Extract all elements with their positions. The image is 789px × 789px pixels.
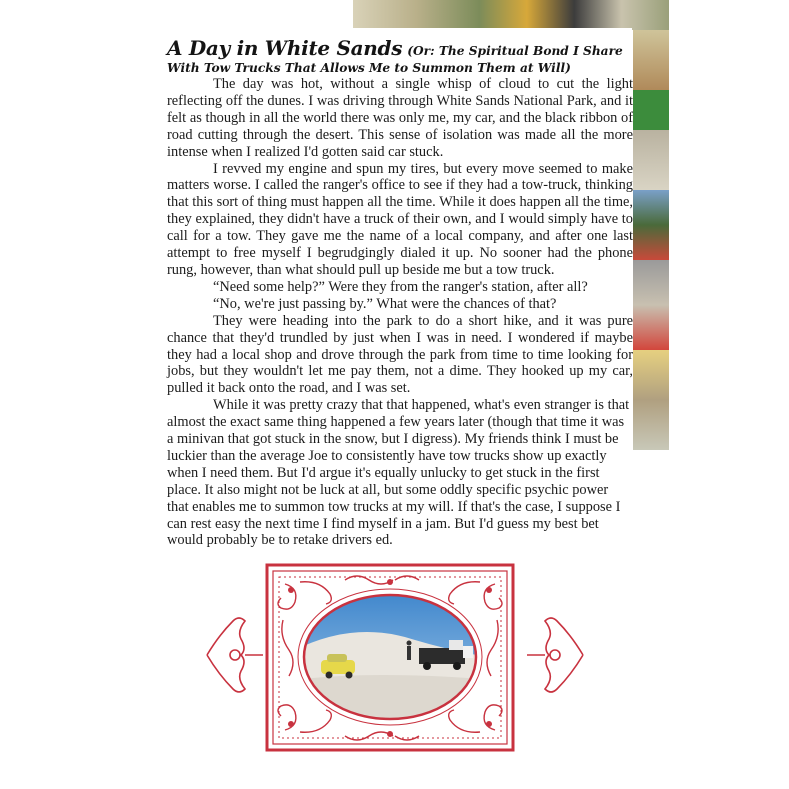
- paragraph: They were heading into the park to do a short hike, and it was pure chance that they'd trundled by just when I was in need. I wondered if maybe they had a local shop and drove through the park from time to time looking for jobs, but they wouldn't let me pay them, not a dime. They hooked up my car, pulled it back onto the road, and I was set.: [167, 312, 633, 397]
- paragraph: While it was pretty crazy that that happened, what's even stranger is that almost the exact same thing happened a few years later (though that time it was a minivan that got stuck in the snow, but I digress). My friends think I must be luckier than the average Joe to consistently have tow trucks show up exactly when I need them. But I'd argue it's equally unlucky to get stuck in the first place. It also might not be luck at all, but some oddly specific psychic power that enables me to summon tow trucks at my will. If that's the case, I suppose I can rest easy the next time I find myself in a jam. But I'd guess my best bet would probably be to retake drivers ed.: [167, 397, 630, 549]
- title-subtitle-line1: (Or: The Spiritual Bond I Share: [407, 44, 623, 58]
- photo-frame: [205, 560, 585, 760]
- article-title: [167, 36, 637, 75]
- title-subtitle-line2: With Tow Trucks That Allows Me to Summon Them at Will): [167, 61, 571, 75]
- paragraph: I revved my engine and spun my tires, but every move seemed to make matters worse. I called the ranger's office to see if they had a tow-truck, thinking that this sort of thing must happen all the time. While it does happen all the time, they explained, they didn't have a truck of their own, and I would simply have to call for a tow. They gave me the name of a local company, and after one last attempt to free myself I begrudgingly dialed it up. No sooner had the phone rung, however, than what should pull up beside me but a tow truck.: [167, 160, 633, 278]
- side-ornament-right: [527, 618, 583, 692]
- paragraph: “Need some help?” Were they from the ranger's station, after all?: [213, 278, 588, 295]
- ornament-frame-svg: [205, 560, 585, 760]
- side-ornament-left: [207, 618, 263, 692]
- paragraph: “No, we're just passing by.” What were the chances of that?: [213, 295, 557, 312]
- story-body: [167, 76, 633, 549]
- desert-photo: [295, 590, 505, 730]
- title-main: A Day in White Sands: [167, 36, 403, 60]
- paragraph: The day was hot, without a single whisp of cloud to cut the light reflecting off the dunes. I was driving through White Sands National Park, and it felt as though in all the world there was only me, my car, and the black ribbon of road cutting through the desert. This sense of isolation was made all the more intense when I realized I'd gotten said car stuck.: [167, 76, 633, 160]
